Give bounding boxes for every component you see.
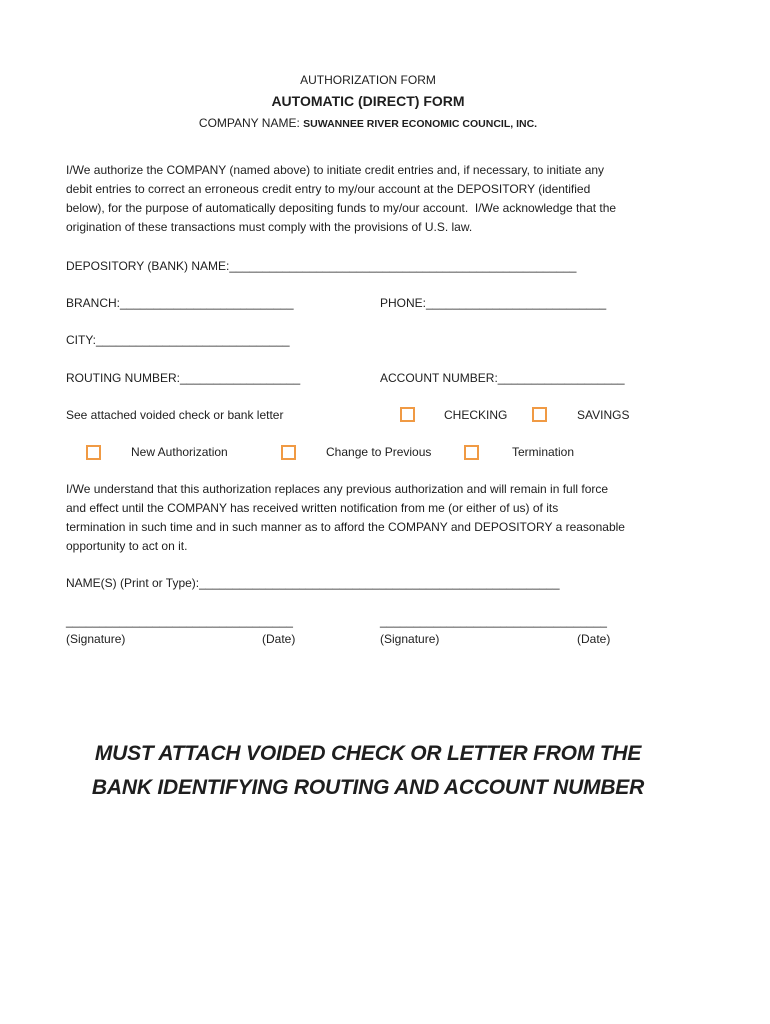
notice-line: MUST ATTACH VOIDED CHECK OR LETTER FROM THE [94,742,642,765]
account-number-field[interactable]: ACCOUNT NUMBER:___________________ [380,371,625,385]
paragraph-line: termination in such time and in such manner as to afford the COMPANY and DEPOSITORY a reasonable [66,520,625,534]
understanding-paragraph [66,480,625,556]
change-to-previous-label: Change to Previous [326,445,432,459]
company-name-label: COMPANY NAME: [198,116,300,130]
company-name-value: SUWANNEE RIVER ECONOMIC COUNCIL, INC. [303,118,538,130]
new-authorization-checkbox[interactable] [86,445,101,460]
date-label-2: (Date) [577,632,611,646]
routing-number-field[interactable]: ROUTING NUMBER:__________________ [66,371,301,385]
phone-field[interactable]: PHONE:___________________________ [380,296,607,310]
names-print-field[interactable]: NAME(S) (Print or Type):______________________________________________________ [66,576,560,590]
savings-checkbox[interactable] [532,407,547,422]
new-authorization-label: New Authorization [131,445,228,459]
signature-label-1: (Signature) [66,632,126,646]
signature-line-1[interactable]: __________________________________ [66,614,293,628]
form-title: AUTOMATIC (DIRECT) FORM [271,93,465,109]
paragraph-line: and effect until the COMPANY has received written notification from me (or either of us) of its [66,501,559,515]
paragraph-line: debit entries to correct an erroneous credit entry to my/our account at the DEPOSITORY (identified [66,182,591,196]
change-to-previous-checkbox[interactable] [281,445,296,460]
form-label: AUTHORIZATION FORM [300,73,436,87]
date-label-1: (Date) [262,632,296,646]
authorization-paragraph [66,161,616,237]
notice-line: BANK IDENTIFYING ROUTING AND ACCOUNT NUMBER [91,776,645,799]
checking-checkbox[interactable] [400,407,415,422]
termination-label: Termination [512,445,575,459]
branch-field[interactable]: BRANCH:__________________________ [66,296,294,310]
signature-label-2: (Signature) [380,632,440,646]
voided-check-notice [0,737,736,805]
paragraph-line: I/We authorize the COMPANY (named above) to initiate credit entries and, if necessary, to initiate any [66,163,605,177]
checking-label: CHECKING [444,408,508,422]
paragraph-line: origination of these transactions must comply with the provisions of U.S. law. [66,220,473,234]
company-line [0,116,736,131]
voided-check-note: See attached voided check or bank letter [66,408,284,422]
signature-line-2[interactable]: __________________________________ [380,614,607,628]
city-field[interactable]: CITY:_____________________________ [66,333,290,347]
paragraph-line: below), for the purpose of automatically depositing funds to my/our account. I/We acknowledge that the [66,201,617,215]
paragraph-line: I/We understand that this authorization replaces any previous authorization and will remain in full force [66,482,609,496]
paragraph-line: opportunity to act on it. [66,539,188,553]
termination-checkbox[interactable] [464,445,479,460]
savings-label: SAVINGS [577,408,630,422]
depository-name-field[interactable]: DEPOSITORY (BANK) NAME:____________________________________________________ [66,259,577,273]
